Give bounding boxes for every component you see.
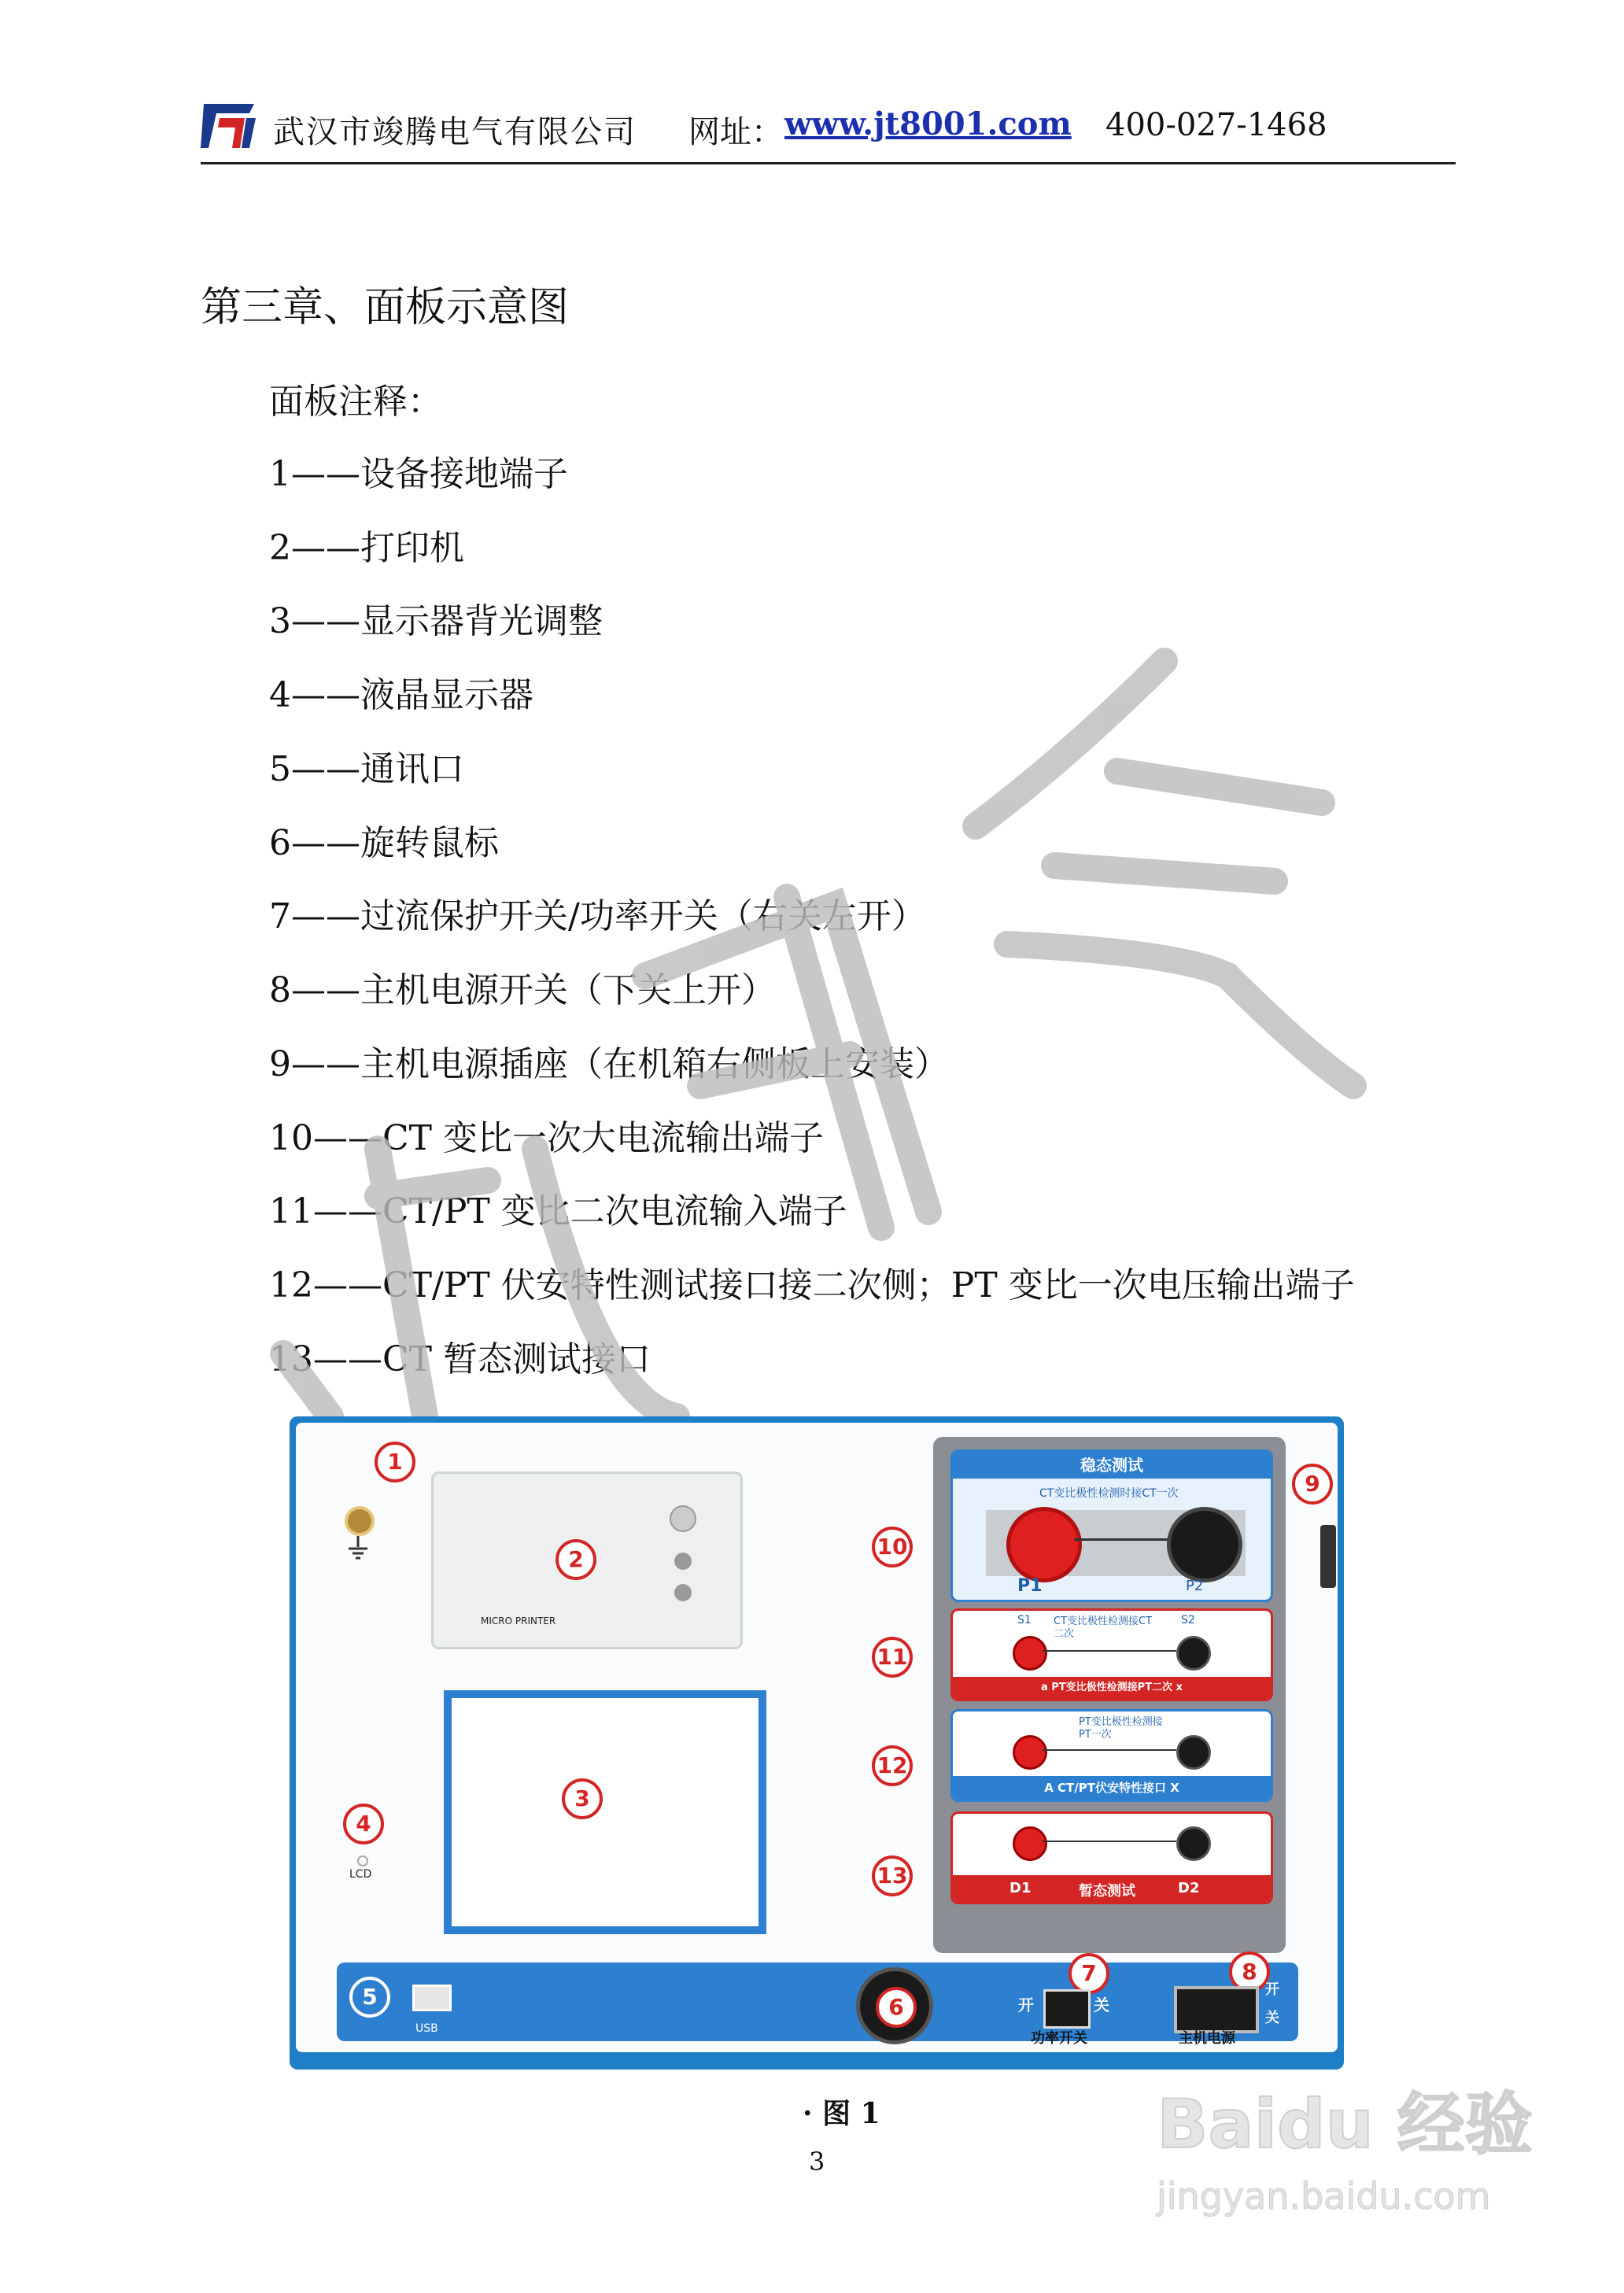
s1-terminal[interactable] xyxy=(1013,1636,1047,1671)
note-item: 6——旋转鼠标 xyxy=(269,823,499,863)
note-item: 13——CT 暂态测试接口 xyxy=(269,1339,651,1379)
website-link[interactable]: www.jt8001.com xyxy=(784,105,1072,142)
figure-caption: · 图 1 xyxy=(803,2097,880,2130)
baidu-logo-text: Baidu 经验 xyxy=(1157,2085,1533,2164)
note-item: 9——主机电源插座（在机箱右侧板上安装） xyxy=(269,1044,949,1084)
note-item: 4——液晶显示器 xyxy=(269,675,533,715)
main-power-off-label: 关 xyxy=(1265,2010,1279,2026)
volt-ampere-section xyxy=(950,1709,1273,1802)
p2-label: P2 xyxy=(1186,1578,1204,1594)
marker-5: 5 xyxy=(349,1977,390,2018)
company-name: 武汉市竣腾电气有限公司 xyxy=(273,114,637,150)
p1-label: P1 xyxy=(1017,1576,1043,1596)
printer-label: MICRO PRINTER xyxy=(481,1615,556,1627)
power-socket[interactable] xyxy=(1320,1525,1336,1588)
main-power-switch[interactable] xyxy=(1174,1986,1259,2033)
marker-11: 11 xyxy=(872,1637,913,1678)
main-power-on-label: 开 xyxy=(1265,1981,1279,1998)
marker-7: 7 xyxy=(1069,1953,1109,1994)
note-item: 1——设备接地端子 xyxy=(269,454,568,494)
d2-label: D2 xyxy=(1178,1880,1200,1896)
x-terminal[interactable] xyxy=(1176,1735,1211,1770)
marker-13: 13 xyxy=(872,1855,913,1896)
p1-terminal[interactable] xyxy=(1006,1507,1082,1582)
printer-indicator xyxy=(674,1584,692,1601)
instrument-panel xyxy=(290,1416,1344,2070)
ground-icon xyxy=(346,1536,370,1564)
power-switch-label: 功率开关 xyxy=(1031,2030,1087,2047)
d1-label: D1 xyxy=(1009,1880,1032,1896)
terminal-link xyxy=(1043,1749,1176,1751)
chapter-title: 第三章、面板示意图 xyxy=(201,284,570,331)
printer-indicator xyxy=(674,1553,692,1570)
s1-label: S1 xyxy=(1017,1614,1032,1627)
terminal-link xyxy=(1074,1538,1168,1541)
power-switch-on-label: 开 xyxy=(1018,1996,1034,2014)
marker-8: 8 xyxy=(1229,1951,1270,1992)
test-module xyxy=(933,1437,1286,1953)
transient-label: 暂态测试 xyxy=(1079,1883,1135,1900)
marker-4: 4 xyxy=(343,1804,384,1844)
panel-face xyxy=(296,1423,1338,2052)
note-item: 2——打印机 xyxy=(269,528,464,568)
marker-9: 9 xyxy=(1292,1464,1333,1505)
usb-label: USB xyxy=(415,2022,438,2035)
watermark-strokes xyxy=(236,645,1463,1432)
s2-terminal[interactable] xyxy=(1176,1636,1211,1671)
note-item: 3——显示器背光调整 xyxy=(269,601,603,641)
page-header xyxy=(201,94,1456,164)
steady-test-section xyxy=(950,1449,1273,1602)
marker-2: 2 xyxy=(555,1539,596,1580)
ground-terminal[interactable] xyxy=(345,1506,375,1536)
transient-bar xyxy=(953,1875,1271,1902)
lcd-label: LCD xyxy=(349,1868,372,1881)
steady-test-header xyxy=(953,1452,1271,1479)
ct-secondary-note: CT变比极性检测接CT二次 xyxy=(1054,1615,1153,1640)
backlight-knob[interactable] xyxy=(357,1855,368,1867)
terminal-link xyxy=(1043,1841,1176,1842)
printer-feed-button[interactable] xyxy=(670,1505,696,1532)
usb-port[interactable] xyxy=(412,1985,452,2011)
marker-12: 12 xyxy=(872,1745,913,1786)
note-item: 11——CT/PT 变比二次电流输入端子 xyxy=(269,1191,847,1231)
notes-title: 面板注释： xyxy=(269,382,442,422)
url-label: 网址： xyxy=(688,114,783,150)
marker-6: 6 xyxy=(876,1987,917,2028)
page-number: 3 xyxy=(809,2147,825,2177)
steady-test-title: 稳态测试 xyxy=(1080,1456,1143,1475)
rotary-knob[interactable] xyxy=(856,1967,933,2044)
bottom-strip xyxy=(337,1959,1298,2047)
note-item: 12——CT/PT 伏安特性测试接口接二次侧；PT 变比一次电压输出端子 xyxy=(269,1265,1355,1305)
d2-terminal[interactable] xyxy=(1176,1826,1211,1861)
lcd-display xyxy=(444,1690,766,1934)
volt-ampere-bar xyxy=(953,1776,1271,1800)
marker-10: 10 xyxy=(872,1527,913,1567)
s2-label: S2 xyxy=(1181,1614,1195,1627)
marker-3: 3 xyxy=(562,1778,603,1819)
secondary-current-section xyxy=(950,1608,1273,1701)
pt-primary-note: PT变比极性检测接PT一次 xyxy=(1079,1716,1163,1741)
baidu-url: jingyan.baidu.com xyxy=(1157,2175,1491,2217)
ct-primary-note: CT变比极性检测时接CT一次 xyxy=(1039,1487,1179,1500)
note-item: 7——过流保护开关/功率开关（右关左开） xyxy=(269,896,926,936)
pt-secondary-bar xyxy=(953,1677,1271,1699)
d1-terminal[interactable] xyxy=(1013,1826,1047,1861)
power-switch-off-label: 关 xyxy=(1094,1996,1109,2014)
power-switch[interactable] xyxy=(1043,1989,1091,2029)
volt-ampere-label: A CT/PT伏安特性接口 X xyxy=(1044,1781,1179,1795)
note-item: 5——通讯口 xyxy=(269,749,464,789)
transient-section xyxy=(950,1811,1273,1904)
baidu-watermark xyxy=(1157,2070,1533,2217)
terminal-link xyxy=(1043,1650,1176,1652)
note-item: 10——CT 变比一次大电流输出端子 xyxy=(269,1118,824,1158)
main-power-label: 主机电源 xyxy=(1179,2030,1235,2047)
phone-number: 400-027-1468 xyxy=(1105,107,1327,143)
note-item: 8——主机电源开关（下关上开） xyxy=(269,970,776,1010)
a-terminal[interactable] xyxy=(1013,1735,1047,1770)
company-logo xyxy=(201,102,257,150)
pt-secondary-note: a PT变比极性检测接PT二次 x xyxy=(1040,1682,1183,1693)
marker-1: 1 xyxy=(375,1442,415,1483)
p2-terminal[interactable] xyxy=(1167,1507,1242,1582)
